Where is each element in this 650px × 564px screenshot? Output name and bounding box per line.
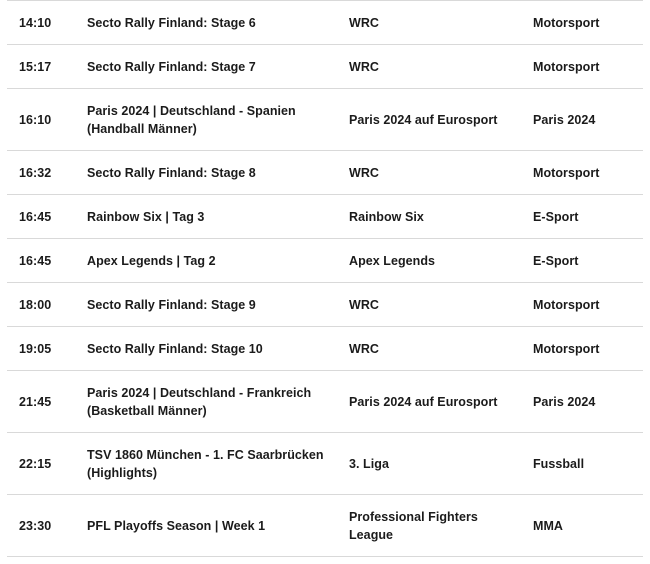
row-channel: WRC [349, 165, 380, 180]
row-channel: Rainbow Six [349, 209, 424, 224]
row-channel: Paris 2024 auf Eurosport [349, 112, 498, 127]
row-time: 16:45 [19, 209, 52, 224]
row-time: 22:15 [19, 456, 52, 471]
table-row[interactable] [7, 433, 643, 495]
row-title: Paris 2024 | Deutschland - Frankreich (Basketball Männer) [87, 385, 312, 418]
row-channel: WRC [349, 15, 380, 30]
row-time: 15:17 [19, 59, 52, 74]
row-category: Motorsport [533, 297, 600, 312]
table-row[interactable] [7, 151, 643, 195]
row-title: Secto Rally Finland: Stage 7 [87, 59, 256, 74]
row-category: Motorsport [533, 165, 600, 180]
row-time: 14:10 [19, 15, 52, 30]
row-channel: Paris 2024 auf Eurosport [349, 394, 498, 409]
row-time: 21:45 [19, 394, 52, 409]
row-category: Motorsport [533, 15, 600, 30]
row-category: Motorsport [533, 341, 600, 356]
row-title: Apex Legends | Tag 2 [87, 253, 216, 268]
table-row[interactable] [7, 327, 643, 371]
row-time: 18:00 [19, 297, 52, 312]
row-channel: WRC [349, 297, 380, 312]
row-category: E-Sport [533, 253, 579, 268]
row-category: Motorsport [533, 59, 600, 74]
row-channel: Professional Fighters League [349, 509, 478, 542]
row-time: 19:05 [19, 341, 52, 356]
table-row[interactable] [7, 195, 643, 239]
row-channel: Apex Legends [349, 253, 436, 268]
row-time: 23:30 [19, 518, 52, 533]
row-title: Secto Rally Finland: Stage 9 [87, 297, 256, 312]
table-row[interactable] [7, 89, 643, 151]
table-row[interactable] [7, 371, 643, 433]
row-title: PFL Playoffs Season | Week 1 [87, 518, 266, 533]
row-channel: WRC [349, 59, 380, 74]
table-row[interactable] [7, 45, 643, 89]
row-title: Secto Rally Finland: Stage 6 [87, 15, 256, 30]
row-time: 16:10 [19, 112, 52, 127]
row-title: Secto Rally Finland: Stage 10 [87, 341, 263, 356]
row-time: 16:45 [19, 253, 52, 268]
table-row[interactable] [7, 495, 643, 557]
row-category: Fussball [533, 456, 585, 471]
row-time: 16:32 [19, 165, 52, 180]
row-title: Paris 2024 | Deutschland - Spanien (Handball Männer) [87, 103, 296, 136]
table-row[interactable] [7, 239, 643, 283]
schedule-table [7, 0, 643, 557]
row-category: Paris 2024 [533, 394, 596, 409]
row-channel: 3. Liga [349, 456, 389, 471]
table-row[interactable] [7, 1, 643, 45]
row-channel: WRC [349, 341, 380, 356]
row-category: Paris 2024 [533, 112, 596, 127]
table-row[interactable] [7, 283, 643, 327]
row-title: TSV 1860 München - 1. FC Saarbrücken (Highlights) [87, 447, 324, 480]
row-category: MMA [533, 518, 564, 533]
row-title: Rainbow Six | Tag 3 [87, 209, 205, 224]
row-category: E-Sport [533, 209, 579, 224]
row-title: Secto Rally Finland: Stage 8 [87, 165, 256, 180]
